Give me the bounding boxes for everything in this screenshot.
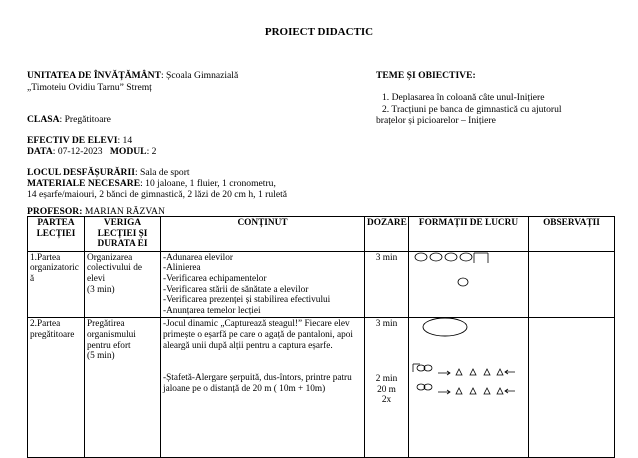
- header-continut: CONȚINUT: [161, 217, 365, 252]
- unitatea-value: : Școala Gimnazială: [160, 70, 239, 81]
- cell-line: -Jocul dinamic „Capturează steagul!” Fiecare elev: [163, 319, 350, 330]
- profesor-value: MARIAN RĂZVAN: [82, 206, 165, 217]
- header-veriga-line: VERIGA: [103, 218, 142, 228]
- cell-line: 2 min: [375, 373, 398, 384]
- header-partea-line: PARTEA: [37, 218, 75, 228]
- table-row: [28, 251, 615, 318]
- row2-dozare: [365, 318, 409, 458]
- materiale-line: [27, 178, 276, 189]
- table-row: [28, 318, 615, 458]
- row2-veriga: [85, 318, 161, 458]
- locul-value: : Sala de sport: [134, 167, 190, 178]
- cell-line: jaloane pe o distanță de 20 m ( 10m + 10m): [163, 383, 326, 394]
- cell-line: -Anunțarea temelor lecției: [163, 305, 261, 316]
- cell-line: 2.Partea: [30, 319, 61, 330]
- cone-triangle-icon: [470, 369, 476, 375]
- ellipse-formation-icon: [420, 316, 470, 338]
- spacer: [163, 351, 362, 373]
- cell-line: -Verificarea prezenței și stabilirea efectivului: [163, 295, 331, 306]
- clasa-value: : Pregătitoare: [59, 114, 111, 125]
- data-label: DATA: [27, 146, 53, 157]
- flag-icon: [474, 253, 488, 263]
- locul-line: [27, 167, 190, 178]
- header-partea-line: LECȚIEI: [36, 228, 76, 239]
- arrow-left-icon: [505, 389, 515, 393]
- cone-triangle-icon: [497, 388, 503, 394]
- profesor-label: PROFESOR:: [27, 206, 83, 217]
- circle-formation-icon: [408, 250, 518, 295]
- arrow-left-icon: [505, 370, 515, 374]
- clasa-line: [27, 114, 111, 125]
- cell-line: (3 min): [87, 284, 115, 295]
- row1-veriga: [85, 251, 161, 318]
- row1-partea: [28, 251, 85, 318]
- cone-triangle-icon: [484, 388, 490, 394]
- cell-line: -Verificarea stării de sănătate a elevilor: [163, 284, 309, 295]
- arrow-right-icon: [438, 371, 450, 375]
- cell-line: organismului: [87, 329, 136, 340]
- header-formatii: FORMAȚII DE LUCRU: [409, 217, 529, 252]
- cell-line: ă: [30, 273, 35, 284]
- cell-line: organizatoric: [30, 263, 79, 274]
- cell-line: (5 min): [87, 351, 115, 362]
- header-veriga-line: LECȚIEI ȘI: [97, 228, 148, 239]
- materiale-value: : 10 jaloane, 1 fluier, 1 cronometru,: [140, 178, 276, 189]
- modul-value: : 2: [146, 146, 157, 157]
- header-dozare: DOZARE: [365, 217, 409, 252]
- cone-triangle-icon: [484, 369, 490, 375]
- cell-line: 1.Partea: [30, 252, 61, 263]
- table-header-row: [28, 217, 615, 252]
- row1-observatii: [529, 251, 615, 318]
- cell-line: colectivului de: [87, 263, 142, 274]
- page-title: PROIECT DIDACTIC: [264, 26, 374, 38]
- cone-triangle-icon: [456, 369, 462, 375]
- spacer: [367, 330, 406, 374]
- efectiv-value: : 14: [117, 135, 133, 146]
- lesson-table: [27, 216, 615, 458]
- cell-line: -Ștafetă-Alergare șerpuită, dus-întors, printre patru: [163, 373, 352, 384]
- row2-partea: [28, 318, 85, 458]
- cell-line: -Verificarea echipamentelor: [163, 273, 267, 284]
- header-partea: [28, 217, 85, 252]
- unitatea-label: UNITATEA DE ÎNVĂȚĂMÂNT: [27, 70, 161, 81]
- materiale-value-2: 14 eșarfe/maiouri, 2 bănci de gimnastică, 2 lăzi de 20 cm h, 1 ruletă: [27, 189, 288, 200]
- cell-line: elevi: [87, 273, 106, 284]
- cell-line: primește o eșarfă pe care o agață de pantaloni, apoi: [163, 329, 353, 340]
- cell-line: pregătitoare: [30, 329, 75, 340]
- cone-triangle-icon: [497, 369, 503, 375]
- cell-line: Organizarea: [87, 252, 133, 263]
- data-value: : 07-12-2023: [52, 146, 103, 157]
- row2-observatii: [529, 318, 615, 458]
- cone-triangle-icon: [470, 388, 476, 394]
- cone-triangle-icon: [456, 388, 462, 394]
- cell-line: 2x: [381, 395, 392, 406]
- relay-formation-diagram: [408, 360, 518, 410]
- row2-continut: [161, 318, 365, 458]
- cell-line: 20 m: [377, 384, 396, 395]
- cell-line: pentru efort: [87, 340, 131, 351]
- cell-line: -Alinierea: [163, 263, 201, 274]
- row1-dozare: 3 min: [365, 251, 409, 318]
- header-observatii: OBSERVAȚII: [529, 217, 615, 252]
- efectiv-label: EFECTIV DE ELEVI: [27, 135, 118, 146]
- materiale-label: MATERIALE NECESARE: [27, 178, 141, 189]
- unitatea-line: [27, 70, 238, 81]
- teme-item-2b: brațelor și picioarelor – Inițiere: [376, 115, 496, 126]
- cell-line: 3 min: [375, 319, 398, 330]
- arrow-right-icon: [438, 390, 450, 394]
- teme-label: TEME ȘI OBIECTIVE:: [376, 70, 476, 81]
- row1-continut: [161, 251, 365, 318]
- teme-item-1: 1. Deplasarea în coloană câte unul-Inițiere: [382, 92, 545, 103]
- clasa-label: CLASA: [27, 114, 60, 125]
- locul-label: LOCUL DESFĂȘURĂRII: [27, 167, 135, 178]
- unitatea-value-2: „Timoteiu Ovidiu Tarnu” Stremț: [27, 82, 152, 93]
- cell-line: Pregătirea: [87, 319, 125, 330]
- header-veriga: [85, 217, 161, 252]
- cell-line: -Adunarea elevilor: [163, 252, 233, 263]
- header-veriga-line: DURATA EI: [97, 239, 148, 250]
- efectiv-line: [27, 135, 132, 146]
- modul-label: MODUL: [109, 146, 147, 157]
- teme-item-2: 2. Tracțiuni pe banca de gimnastică cu ajutorul: [382, 104, 562, 115]
- cell-line: aleargă unii după alții pentru a captura eșarfe.: [163, 340, 333, 351]
- data-line: [27, 146, 156, 157]
